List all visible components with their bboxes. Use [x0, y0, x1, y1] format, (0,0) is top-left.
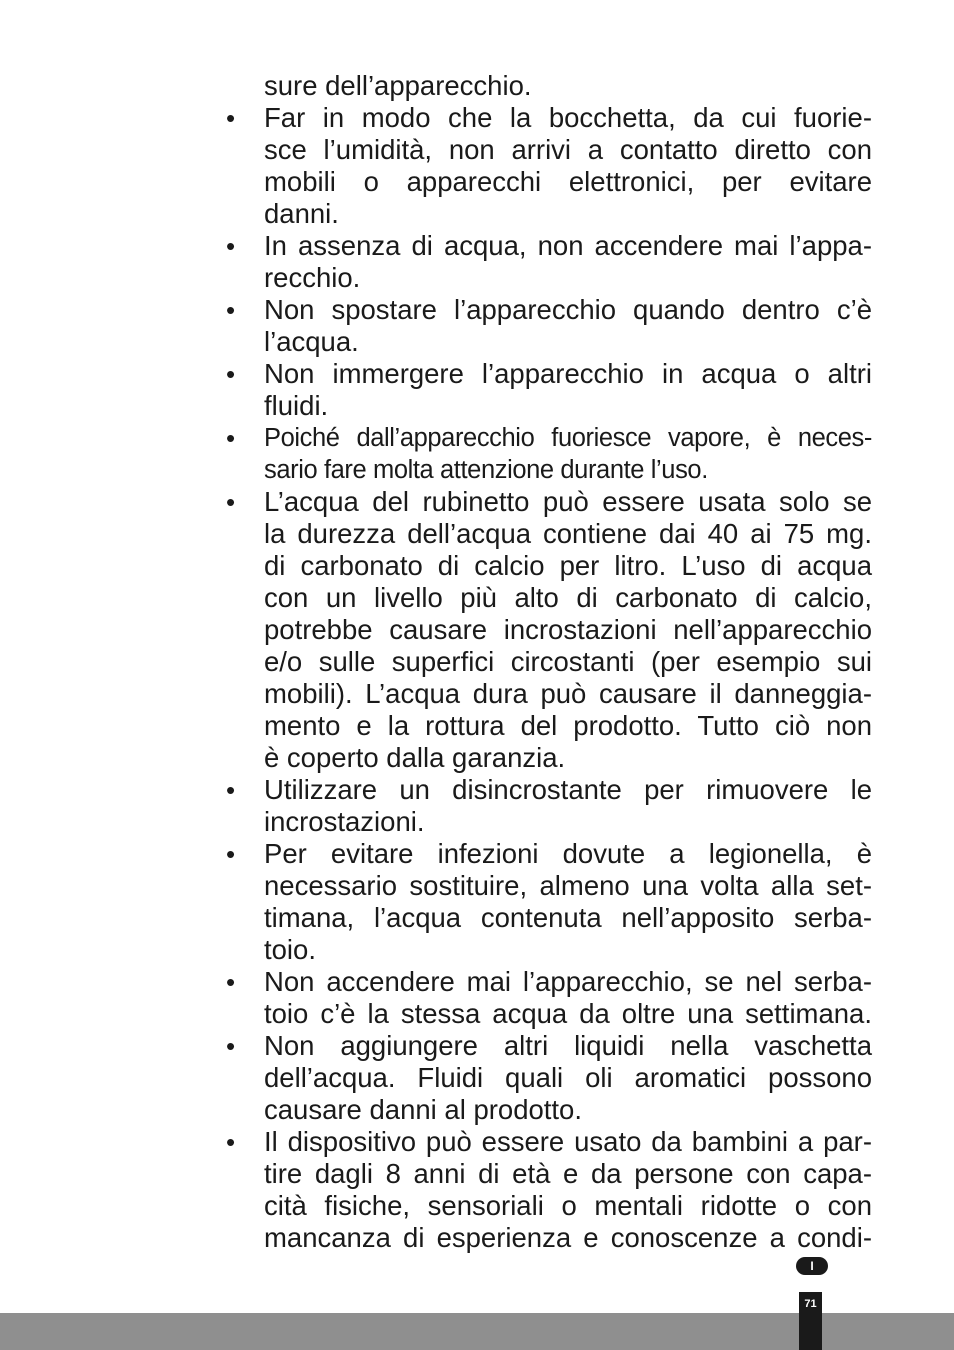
- list-item: [226, 294, 872, 326]
- text-line: l’acqua.: [264, 326, 359, 357]
- document-body: [226, 70, 872, 1254]
- page-number: 71: [799, 1292, 822, 1350]
- text-line: tire dagli 8 anni di età e da persone con capa-: [264, 1158, 872, 1189]
- text-line: recchio.: [264, 262, 361, 293]
- language-badge: I: [796, 1257, 828, 1275]
- bullet-marker: •: [226, 423, 236, 453]
- text-line: L’acqua del rubinetto può essere usata solo se: [264, 486, 872, 517]
- text-line: mancanza di esperienza e conoscenze a condi-: [264, 1222, 872, 1253]
- text-line: Poiché dall’apparecchio fuoriesce vapore, è neces-: [264, 424, 872, 452]
- text-line: Non aggiungere altri liquidi nella vaschetta: [264, 1030, 872, 1061]
- list-item: [226, 838, 872, 870]
- bullet-marker: •: [226, 839, 236, 869]
- text-line: toio.: [264, 934, 316, 965]
- text-line: è coperto dalla garanzia.: [264, 742, 566, 773]
- bullet-marker: •: [226, 775, 236, 805]
- text-line: con un livello più alto di carbonato di calcio,: [264, 582, 872, 613]
- text-line: cità fisiche, sensoriali o mentali ridotte o con: [264, 1190, 872, 1221]
- list-item: [226, 486, 872, 518]
- text-line: fluidi.: [264, 390, 329, 421]
- bullet-marker: •: [226, 359, 236, 389]
- text-line: e/o sulle superfici circostanti (per esempio sui: [264, 646, 872, 677]
- text-line: toio c’è la stessa acqua da oltre una settimana.: [264, 998, 872, 1029]
- text-line: Utilizzare un disincrostante per rimuovere le: [264, 774, 872, 805]
- list-item: [226, 358, 872, 390]
- text-line: Non immergere l’apparecchio in acqua o altri: [264, 358, 872, 389]
- text-line: sure dell’apparecchio.: [264, 70, 532, 101]
- list-item: [226, 230, 872, 262]
- list-item: [226, 102, 872, 134]
- text-line: Per evitare infezioni dovute a legionella, è: [264, 838, 872, 869]
- text-line: causare danni al prodotto.: [264, 1094, 582, 1125]
- list-item: [226, 774, 872, 806]
- text-line: mobili o apparecchi elettronici, per evitare: [264, 166, 872, 197]
- bullet-marker: •: [226, 487, 236, 517]
- text-line: la durezza dell’acqua contiene dai 40 ai 75 mg.: [264, 518, 872, 549]
- text-line: incrostazioni.: [264, 806, 425, 837]
- text-line: timana, l’acqua contenuta nell’apposito serba-: [264, 902, 872, 933]
- text-line: potrebbe causare incrostazioni nell’apparecchio: [264, 614, 872, 645]
- text-line: sario fare molta attenzione durante l’uso.: [264, 456, 708, 484]
- list-item: [226, 966, 872, 998]
- text-line: danni.: [264, 198, 339, 229]
- bullet-marker: •: [226, 295, 236, 325]
- bullet-marker: •: [226, 231, 236, 261]
- text-line: mobili). L’acqua dura può causare il danneggia-: [264, 678, 872, 709]
- bullet-marker: •: [226, 967, 236, 997]
- text-line: di carbonato di calcio per litro. L’uso di acqua: [264, 550, 872, 581]
- bullet-marker: •: [226, 1031, 236, 1061]
- text-line: In assenza di acqua, non accendere mai l’appa-: [264, 230, 872, 261]
- text-line: Far in modo che la bocchetta, da cui fuorie-: [264, 102, 872, 133]
- text-line: sce l’umidità, non arrivi a contatto diretto con: [264, 134, 872, 165]
- text-line: Non accendere mai l’apparecchio, se nel serba-: [264, 966, 872, 997]
- list-item: [226, 1126, 872, 1158]
- text-line: mento e la rottura del prodotto. Tutto ciò non: [264, 710, 872, 741]
- text-line: Non spostare l’apparecchio quando dentro c’è: [264, 294, 872, 325]
- list-item: [226, 422, 872, 454]
- text-line: necessario sostituire, almeno una volta alla set-: [264, 870, 872, 901]
- bullet-marker: •: [226, 103, 236, 133]
- text-line: Il dispositivo può essere usato da bambini a par-: [264, 1126, 872, 1157]
- text-line: dell’acqua. Fluidi quali oli aromatici possono: [264, 1062, 872, 1093]
- bullet-marker: •: [226, 1127, 236, 1157]
- list-item: [226, 1030, 872, 1062]
